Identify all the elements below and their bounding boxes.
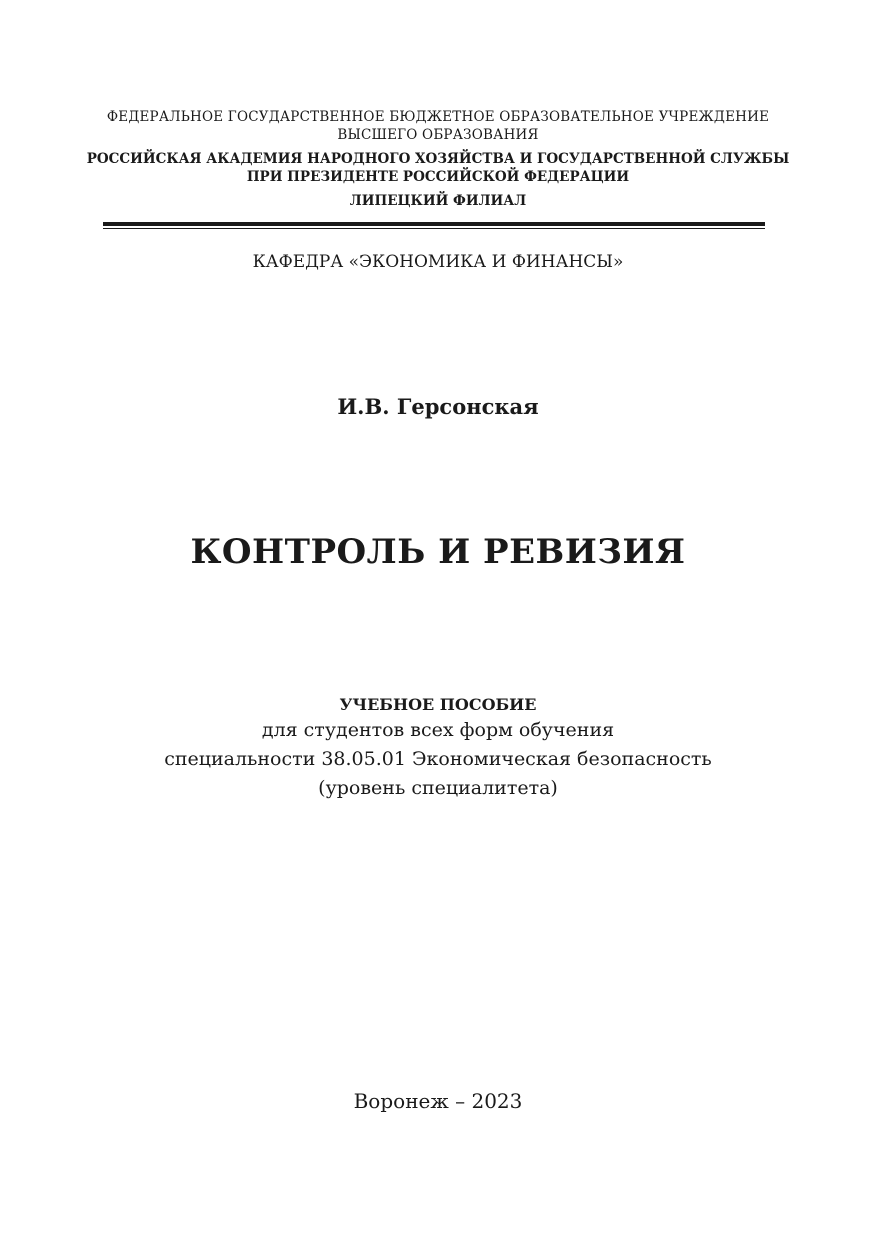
- publication-specialty: специальности 38.05.01 Экономическая безопасность: [164, 748, 712, 770]
- header-divider-thin: [103, 228, 765, 229]
- department-name: КАФЕДРА «ЭКОНОМИКА И ФИНАНСЫ»: [252, 252, 624, 272]
- header-academy-subtitle: ПРИ ПРЕЗИДЕНТЕ РОССИЙСКОЙ ФЕДЕРАЦИИ: [246, 169, 630, 185]
- header-academy-name: РОССИЙСКАЯ АКАДЕМИЯ НАРОДНОГО ХОЗЯЙСТВА И ГОСУДАРСТВЕННОЙ СЛУЖБЫ: [86, 151, 790, 167]
- header-divider-thick: [103, 222, 765, 226]
- publication-kind: УЧЕБНОЕ ПОСОБИЕ: [339, 695, 537, 714]
- publication-level: (уровень специалитета): [318, 777, 558, 799]
- publication-audience: для студентов всех форм обучения: [261, 719, 615, 741]
- header-education-level: ВЫСШЕГО ОБРАЗОВАНИЯ: [337, 127, 539, 143]
- city-year: Воронеж – 2023: [353, 1089, 523, 1113]
- header-institution-type: ФЕДЕРАЛЬНОЕ ГОСУДАРСТВЕННОЕ БЮДЖЕТНОЕ ОБРАЗОВАТЕЛЬНОЕ УЧРЕЖДЕНИЕ: [106, 109, 770, 125]
- book-title: КОНТРОЛЬ И РЕВИЗИЯ: [190, 532, 686, 572]
- header-branch: ЛИПЕЦКИЙ ФИЛИАЛ: [349, 193, 527, 209]
- author-name: И.В. Герсонская: [337, 394, 539, 419]
